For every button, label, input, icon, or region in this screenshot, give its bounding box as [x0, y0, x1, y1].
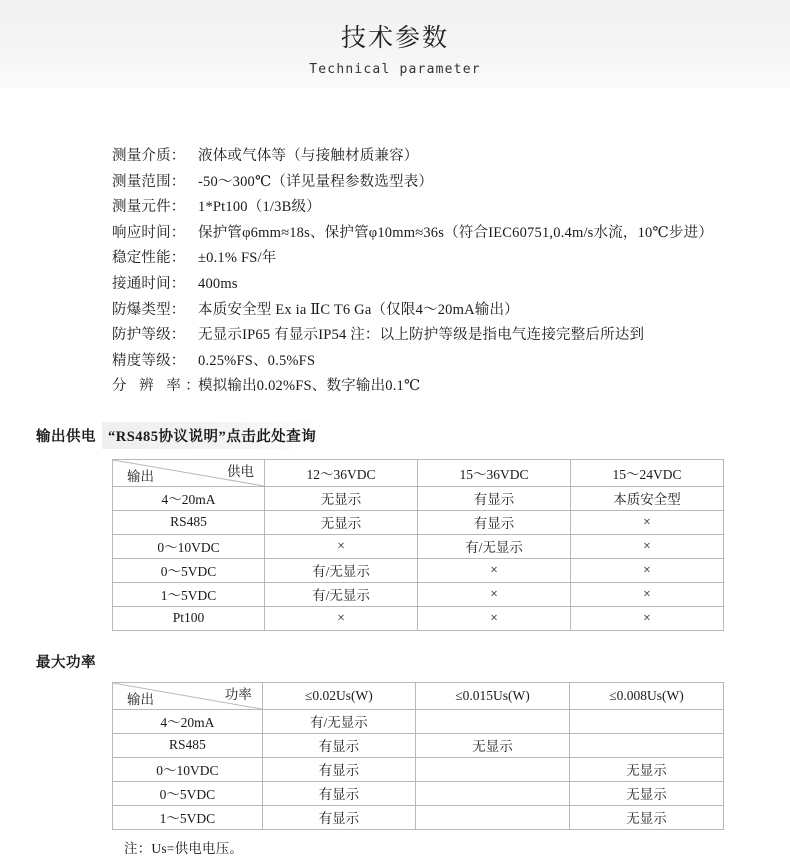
table-cell: 无显示: [570, 805, 724, 829]
table-cell: [570, 733, 724, 757]
spec-item: [112, 374, 790, 400]
table-cell: ×: [418, 582, 571, 606]
table-cell: 无显示: [570, 781, 724, 805]
row-axis-label: 输出: [127, 691, 154, 707]
table-row: [113, 510, 724, 534]
table-cell: 有/无显示: [418, 534, 571, 558]
table-row: [113, 486, 724, 510]
table-cell: ×: [265, 606, 418, 630]
row-axis-label: 输出: [127, 468, 154, 484]
page-title-cn: 技术参数: [340, 25, 449, 52]
spec-item: [112, 272, 790, 298]
row-header: 0～5VDC: [113, 558, 265, 582]
table-row: [113, 805, 724, 829]
spec-label: 稳定性能：: [112, 250, 186, 267]
spec-item: [112, 170, 790, 196]
column-header: 12～36VDC: [265, 459, 418, 486]
table-cell: [416, 709, 570, 733]
spec-value: 1*Pt100（1/3B级）: [198, 199, 321, 216]
spec-item: [112, 246, 790, 272]
table-cell: 有/无显示: [262, 709, 415, 733]
table-cell: ×: [570, 510, 723, 534]
spec-label: 防爆类型：: [112, 301, 186, 318]
table-cell: 有/无显示: [265, 558, 418, 582]
table-cell: ×: [570, 582, 723, 606]
spec-value: 400ms: [198, 275, 238, 292]
max-power-table: [112, 682, 724, 830]
table-cell: 有显示: [262, 733, 415, 757]
table-row: [113, 733, 724, 757]
row-header: RS485: [113, 733, 263, 757]
table-cell: 有显示: [418, 510, 571, 534]
rs485-protocol-link[interactable]: “RS485协议说明”点击此处查询: [102, 422, 326, 449]
spec-item: [112, 323, 790, 349]
table-cell: ×: [418, 606, 571, 630]
spec-label: 响应时间：: [112, 224, 186, 241]
row-header: 0～10VDC: [113, 757, 263, 781]
spec-value: 模拟输出0.02%FS、数字输出0.1℃: [198, 378, 421, 395]
table-cell: 无显示: [265, 486, 418, 510]
spec-label: 接通时间：: [112, 275, 186, 292]
row-header: 4～20mA: [113, 486, 265, 510]
column-axis-label: 功率: [224, 686, 252, 702]
page-title-en: Technical parameter: [309, 62, 481, 77]
spec-value: 0.25%FS、0.5%FS: [198, 352, 316, 369]
section-heading-output-power: [0, 422, 790, 449]
table-cell: ×: [570, 534, 723, 558]
max-power-table-wrapper: [0, 682, 790, 830]
row-header: 4～20mA: [113, 709, 263, 733]
spec-value: 液体或气体等（与接触材质兼容）: [198, 148, 419, 164]
table-row: [113, 606, 724, 630]
output-power-table: [112, 459, 724, 631]
spec-label: 精度等级：: [112, 352, 186, 369]
table-cell: [416, 805, 570, 829]
table-cell: 本质安全型: [570, 486, 723, 510]
column-header: ≤0.008Us(W): [570, 682, 724, 709]
table-header-row: [113, 682, 724, 709]
table-cell: ×: [570, 558, 723, 582]
column-header: 15～24VDC: [570, 459, 723, 486]
table-cell: ×: [418, 558, 571, 582]
section-title: 最大功率: [36, 654, 96, 671]
table-cell: 有显示: [262, 805, 415, 829]
specification-list: [0, 144, 790, 400]
table-cell: 有/无显示: [265, 582, 418, 606]
table-header-row: [113, 459, 724, 486]
table-cell: 无显示: [570, 757, 724, 781]
spec-item: [112, 195, 790, 221]
spec-item: [112, 221, 790, 247]
column-header: ≤0.02Us(W): [262, 682, 415, 709]
table-cell: 有显示: [418, 486, 571, 510]
spec-value: -50～300℃（详见量程参数选型表）: [198, 173, 434, 190]
spec-item: [112, 144, 790, 170]
table-cell: [416, 757, 570, 781]
row-header: 1～5VDC: [113, 582, 265, 606]
table-cell: ×: [570, 606, 723, 630]
table-cell: [570, 709, 724, 733]
power-table-wrapper: [0, 459, 790, 631]
section-heading-max-power: [0, 651, 790, 672]
row-header: 0～10VDC: [113, 534, 265, 558]
table-row: [113, 558, 724, 582]
row-header: Pt100: [113, 606, 265, 630]
table-cell: 无显示: [265, 510, 418, 534]
spec-label: 防护等级：: [112, 327, 186, 344]
row-header: 0～5VDC: [113, 781, 263, 805]
page-header: [0, 0, 790, 88]
table-row: [113, 781, 724, 805]
spec-label: 测量介质：: [112, 148, 186, 164]
column-header: ≤0.015Us(W): [416, 682, 570, 709]
spec-item: [112, 349, 790, 375]
spec-label: 分 辨 率：: [112, 378, 205, 395]
section-title: 输出供电: [36, 428, 96, 445]
spec-value: 保护管φ6mm≈18s、保护管φ10mm≈36s（符合IEC60751,0.4m/s水流，10℃步进）: [198, 224, 714, 241]
table-cell: [416, 781, 570, 805]
table-cell: 无显示: [416, 733, 570, 757]
diagonal-header-cell: [113, 682, 263, 709]
spec-value: 无显示IP65 有显示IP54 注：以上防护等级是指电气连接完整后所达到: [198, 327, 645, 344]
spec-value: 本质安全型 Ex ia ⅡC T6 Ga（仅限4～20mA输出）: [198, 301, 519, 318]
column-axis-label: 供电: [227, 463, 255, 479]
table-row: [113, 709, 724, 733]
table-cell: 有显示: [262, 781, 415, 805]
row-header: RS485: [113, 510, 265, 534]
table-cell: 有显示: [262, 757, 415, 781]
spec-item: [112, 298, 790, 324]
table-cell: ×: [265, 534, 418, 558]
table-row: [113, 582, 724, 606]
table-row: [113, 534, 724, 558]
spec-label: 测量范围：: [112, 173, 186, 190]
table-note: 注：Us=供电电压。: [124, 840, 244, 856]
diagonal-header-cell: [113, 459, 265, 486]
spec-label: 测量元件：: [112, 199, 186, 216]
table-row: [113, 757, 724, 781]
column-header: 15～36VDC: [418, 459, 571, 486]
row-header: 1～5VDC: [113, 805, 263, 829]
spec-value: ±0.1% FS/年: [198, 250, 277, 267]
